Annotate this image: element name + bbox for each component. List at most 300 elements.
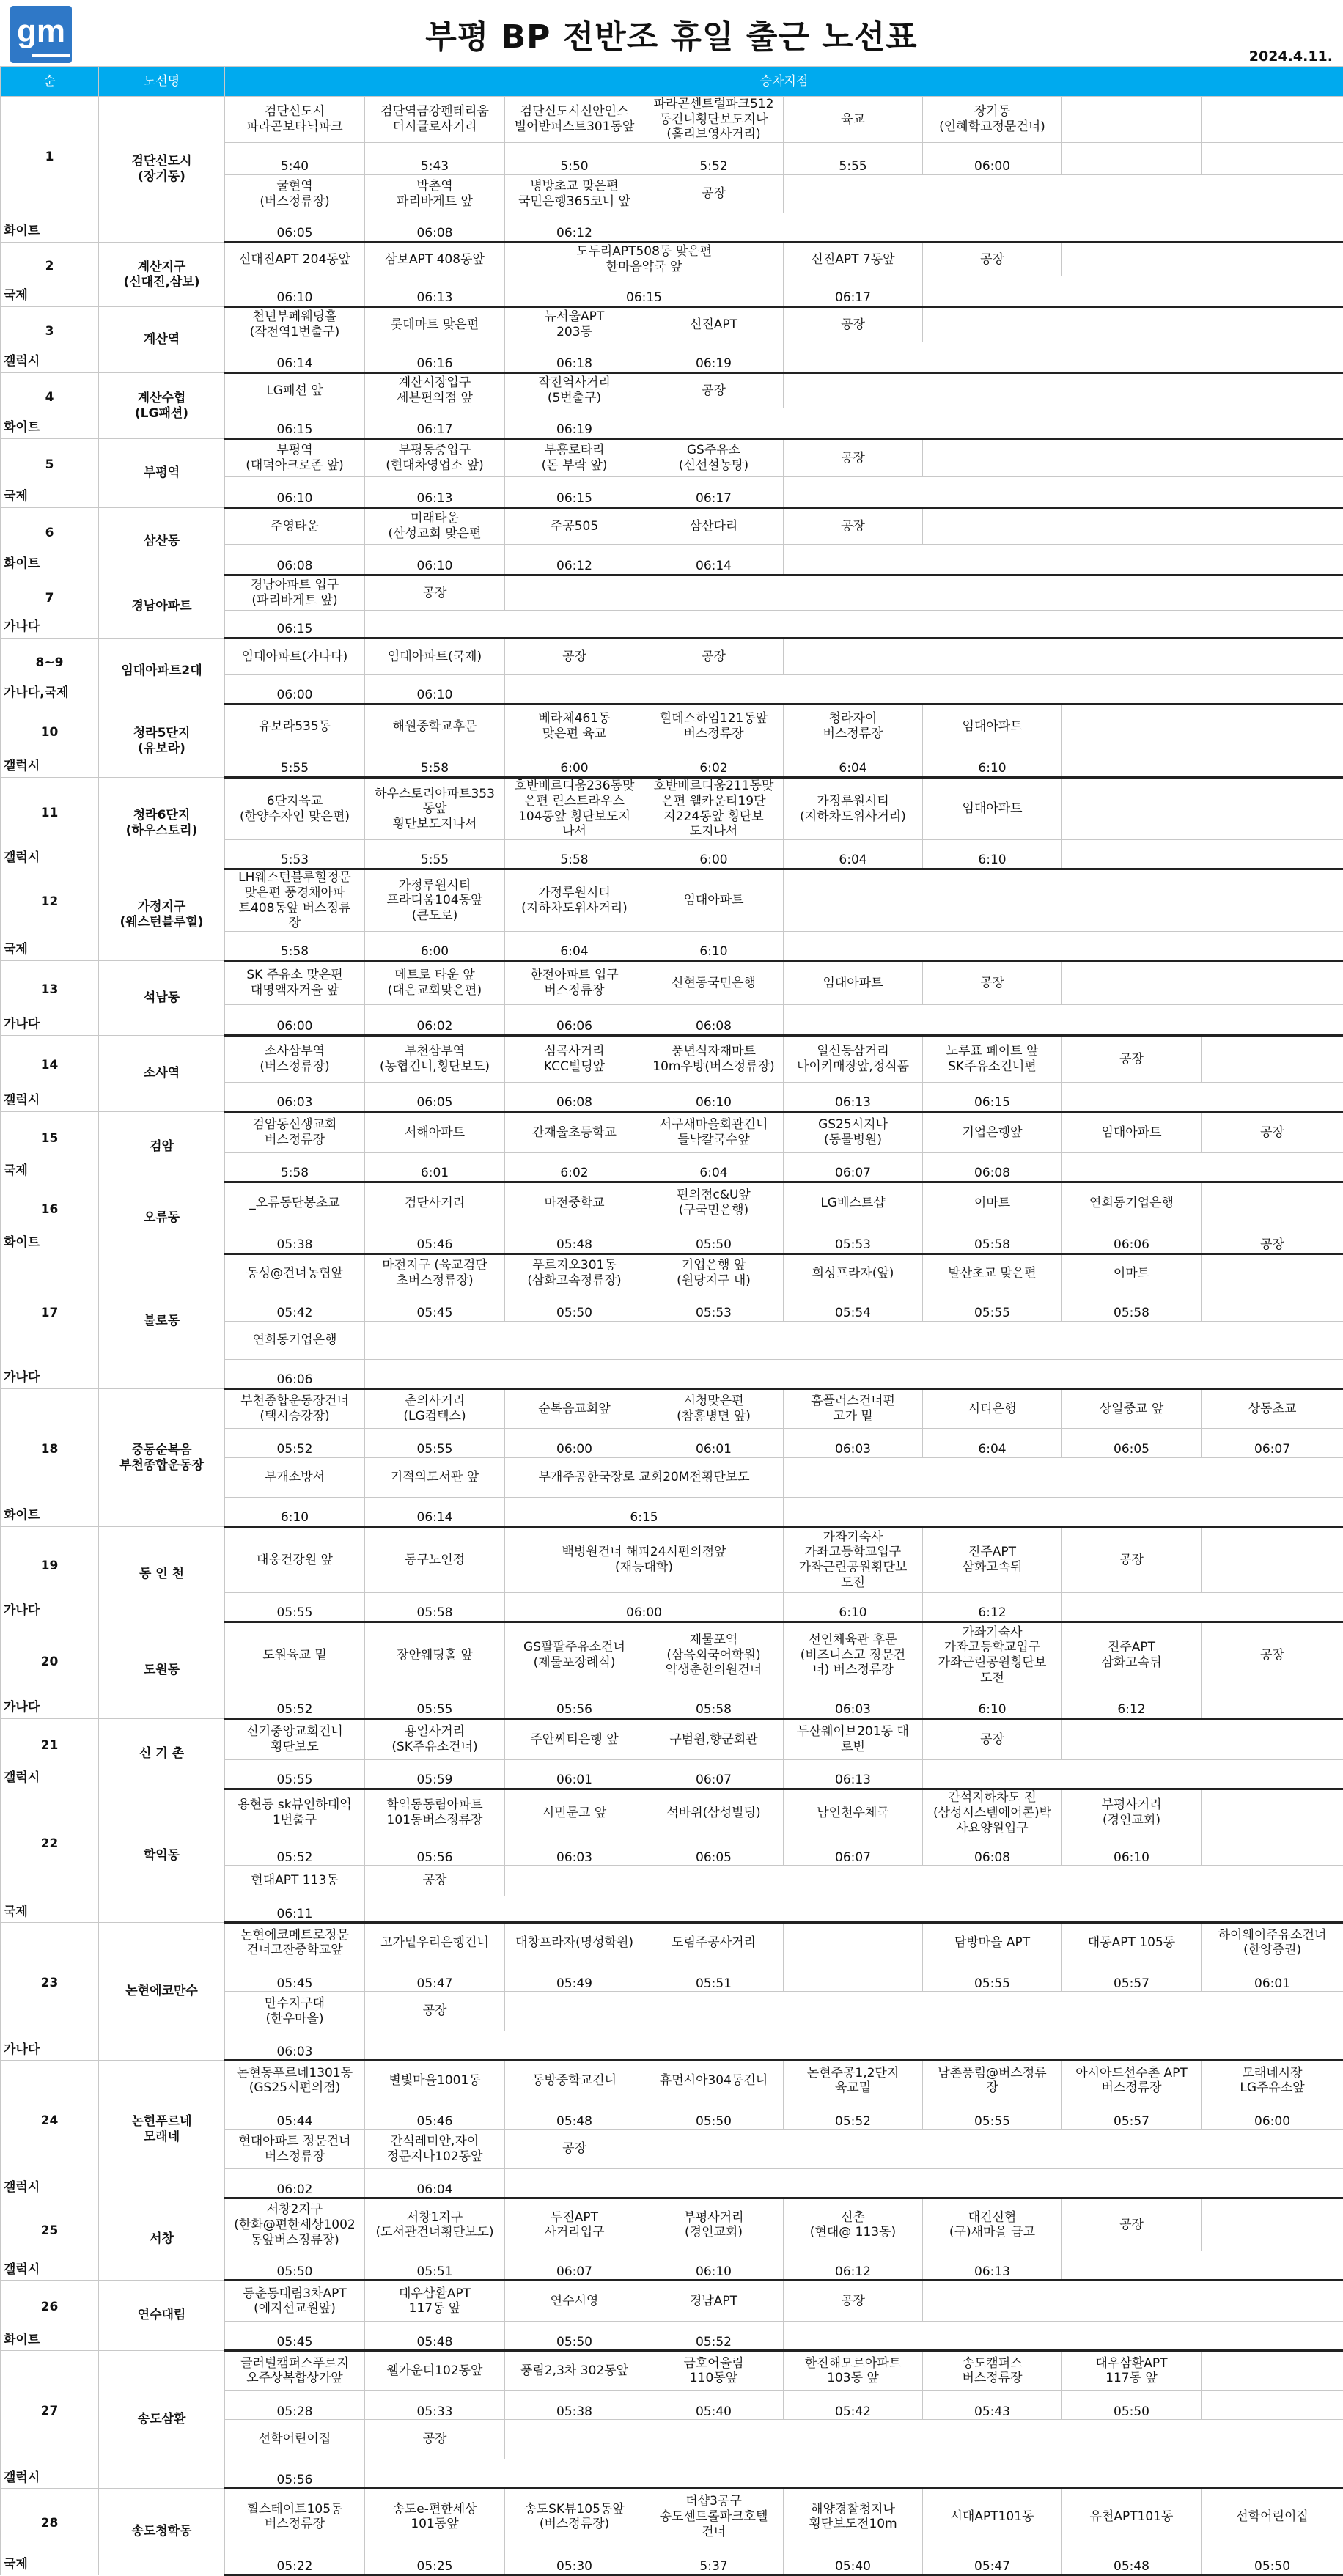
stop-name-cell: 가정루원시티 (지하차도위사거리) (784, 778, 923, 840)
route-number: 18 (1, 1442, 98, 1457)
stop-name-cell (784, 1458, 1343, 1498)
route-number: 17 (1, 1306, 98, 1321)
stop-time-cell: 05:58 (923, 1223, 1062, 1254)
header-seq: 순 (1, 67, 99, 97)
stop-name-cell (1062, 778, 1343, 840)
route-number: 15 (1, 1131, 98, 1147)
route-number: 23 (1, 1976, 98, 1991)
stop-name-cell: 도원육교 밑 (225, 1622, 365, 1688)
route-number: 7 (1, 591, 98, 606)
stop-name-cell: 메트로 타운 앞 (대은교회맞은편) (365, 961, 505, 1005)
stop-name-cell: 대우삼환APT 117동 앞 (1062, 2351, 1202, 2391)
stop-name-cell (1062, 1719, 1343, 1760)
stop-name-cell: 두진APT 사거리입구 (505, 2198, 644, 2251)
stop-name-cell: 마전중학교 (505, 1182, 644, 1223)
stop-time-cell: 05:54 (784, 1292, 923, 1322)
route-name: 경남아파트 (99, 575, 225, 639)
stop-time-cell: 05:42 (784, 2391, 923, 2420)
route-number: 4 (1, 390, 98, 405)
stop-name-cell: 하우스토리아파트353 동앞 횡단보도지나서 (365, 778, 505, 840)
stop-name-cell (365, 1322, 1343, 1360)
stop-name-cell: 대창프라자(명성학원) (505, 1923, 644, 1962)
route-seq-cell (1, 1923, 99, 2061)
stop-name-cell: 해원중학교후문 (365, 704, 505, 748)
stop-time-cell: 06:08 (923, 1836, 1062, 1866)
stop-time-cell: 6:00 (365, 932, 505, 961)
stop-name-cell: 대동APT 105동 (1062, 1923, 1202, 1962)
stop-name-cell: 검단역금강펜테리움 더시글로사거리 (365, 97, 505, 143)
route-number: 8~9 (1, 655, 98, 671)
table-row (1, 2061, 1343, 2100)
stop-name-cell (1202, 1254, 1343, 1292)
table-row (1, 1923, 1343, 1962)
bus-company: 화이트 (4, 420, 40, 435)
stop-time-cell: 05:45 (365, 1292, 505, 1322)
bus-company: 가나다 (4, 1700, 40, 1715)
stop-time-cell: 06:00 (923, 143, 1062, 175)
stop-time-cell: 5:55 (365, 840, 505, 869)
stop-time-cell: 06:15 (505, 477, 644, 508)
stop-name-cell: SK 주유소 맞은편 대명액자거울 앞 (225, 961, 365, 1005)
stop-time-cell: 06:17 (644, 477, 784, 508)
stop-name-cell: 부천삼부역 (농협건너,횡단보도) (365, 1036, 505, 1083)
stop-name-cell: 심곡사거리 KCC빌딩앞 (505, 1036, 644, 1083)
stop-time-cell: 05:40 (784, 2544, 923, 2575)
stop-name-cell: 뉴서울APT 203동 (505, 307, 644, 342)
stop-name-cell: 풍림2,3차 302동앞 (505, 2351, 644, 2391)
stop-time-cell: 05:58 (365, 1593, 505, 1622)
bus-company: 갤럭시 (4, 1770, 40, 1786)
stop-name-cell (784, 175, 1343, 213)
stop-name-cell: 논현에코메트로정문 건너고잔중학교앞 (225, 1923, 365, 1962)
stop-name-cell: 임대아파트 (784, 961, 923, 1005)
stop-time-cell: 5:50 (505, 143, 644, 175)
stop-time-cell (1202, 143, 1343, 175)
stop-time-cell: 05:22 (225, 2544, 365, 2575)
stop-name-cell: 작전역사거리 (5번출구) (505, 373, 644, 408)
stop-name-cell: 임대아파트 (1062, 1112, 1202, 1153)
stop-time-cell: 06:05 (225, 213, 365, 243)
stop-name-cell: 신촌 (현대@ 113동) (784, 2198, 923, 2251)
stop-name-cell: 공장 (644, 373, 784, 408)
stop-time-cell: 6:00 (505, 748, 644, 778)
stop-time-cell: 06:12 (505, 545, 644, 575)
stop-time-cell: 6:04 (784, 840, 923, 869)
stop-time-cell: 05:55 (365, 1688, 505, 1719)
stop-time-cell: 05:28 (225, 2391, 365, 2420)
route-name: 계산역 (99, 307, 225, 373)
stop-time-cell: 05:52 (225, 1688, 365, 1719)
stop-name-cell: 마전지구 (육교검단 초버스정류장) (365, 1254, 505, 1292)
stop-name-cell: 육교 (784, 97, 923, 143)
stop-time-cell: 05:44 (225, 2100, 365, 2130)
stop-time-cell: 06:07 (505, 2251, 644, 2281)
stop-name-cell: 연희동기업은행 (1062, 1182, 1202, 1223)
route-name: 중동순복음 부천종합운동장 (99, 1389, 225, 1527)
stop-name-cell: 힐데스하임121동앞 버스정류장 (644, 704, 784, 748)
route-seq-cell (1, 2061, 99, 2198)
stop-name-cell: 선학어린이집 (225, 2420, 365, 2459)
stop-time-cell: 5:37 (644, 2544, 784, 2575)
stop-time-cell: 05:38 (225, 1223, 365, 1254)
stop-time-cell: 06:04 (365, 2169, 505, 2198)
stop-name-cell: 시티은행 (923, 1389, 1062, 1429)
route-name: 오류동 (99, 1182, 225, 1254)
table-row (1, 778, 1343, 840)
stop-time-cell: 5:58 (225, 932, 365, 961)
stop-time-cell: 6:04 (644, 1153, 784, 1182)
stop-name-cell: 삼보APT 408동앞 (365, 243, 505, 276)
stop-time-cell: 06:07 (1202, 1429, 1343, 1458)
stop-name-cell: 상동초교 (1202, 1389, 1343, 1429)
table-row (1, 1112, 1343, 1153)
stop-time-cell: 06:18 (505, 342, 644, 373)
stop-time-cell: 5:53 (225, 840, 365, 869)
stop-name-cell: 진주APT 삼화고속뒤 (923, 1527, 1062, 1593)
stop-name-cell: 부개주공한국장로 교회20M전횡단보도 (505, 1458, 784, 1498)
stop-name-cell: 신현동국민은행 (644, 961, 784, 1005)
bus-company: 가나다 (4, 1370, 40, 1385)
stop-time-cell (1062, 1593, 1343, 1622)
stop-name-cell: 미래타운 (산성교회 맞은편 (365, 508, 505, 545)
route-name: 송도청학동 (99, 2489, 225, 2575)
route-number: 27 (1, 2404, 98, 2419)
route-name: 신 기 촌 (99, 1719, 225, 1789)
stop-name-cell: 제물포역 (삼육외국어학원) 약생춘한의원건너 (644, 1622, 784, 1688)
stop-name-cell: 공장 (923, 1719, 1062, 1760)
stop-name-cell: 희성프라자(앞) (784, 1254, 923, 1292)
stop-name-cell: 롯데마트 맞은편 (365, 307, 505, 342)
stop-name-cell (784, 639, 1343, 675)
stop-name-cell: 웰카운티102동앞 (365, 2351, 505, 2391)
stop-time-cell: 5:58 (225, 1153, 365, 1182)
stop-name-cell: 공장 (1202, 1112, 1343, 1153)
bus-company: 화이트 (4, 1235, 40, 1251)
stop-name-cell: _오류동단봉초교 (225, 1182, 365, 1223)
stop-time-cell: 6:02 (644, 748, 784, 778)
stop-name-cell (505, 1992, 1343, 2031)
stop-name-cell: GS주유소 (신선설농탕) (644, 439, 784, 477)
table-row (1, 373, 1343, 408)
stop-name-cell (923, 307, 1343, 342)
stop-name-cell (1062, 243, 1343, 276)
stop-time-cell (784, 342, 1343, 373)
stop-name-cell: 경남아파트 입구 (파리바게트 앞) (225, 575, 365, 611)
stop-time-cell: 06:05 (365, 1083, 505, 1112)
stop-name-cell: 더샵3공구 송도센트롤파크호텔 건너 (644, 2489, 784, 2544)
stop-name-cell: 공장 (1062, 1527, 1202, 1593)
stop-name-cell: 금호어울림 110동앞 (644, 2351, 784, 2391)
stop-time-cell: 6:10 (784, 1593, 923, 1622)
bus-company: 갤럭시 (4, 2470, 40, 2486)
stop-time-cell: 05:52 (225, 1429, 365, 1458)
stop-time-cell: 06:10 (225, 276, 365, 307)
stop-name-cell: 계산시장입구 세븐편의점 앞 (365, 373, 505, 408)
stop-name-cell: 공장 (1202, 1622, 1343, 1688)
stop-name-cell: 용현동 sk뷰인하대역 1번출구 (225, 1789, 365, 1836)
route-number: 26 (1, 2300, 98, 2315)
stop-name-cell: 춘의사거리 (LG컴텍스) (365, 1389, 505, 1429)
stop-name-cell: 별빛마을1001동 (365, 2061, 505, 2100)
table-row (1, 1036, 1343, 1083)
stop-name-cell (505, 575, 1343, 611)
stop-name-cell (505, 1866, 1343, 1896)
route-name: 학익동 (99, 1789, 225, 1923)
stop-time-cell: 06:00 (225, 1005, 365, 1036)
stop-time-cell: 05:45 (225, 1962, 365, 1992)
stop-name-cell: 검단사거리 (365, 1182, 505, 1223)
stop-time-cell: 6:04 (784, 748, 923, 778)
route-name: 삼산동 (99, 508, 225, 575)
stop-time-cell: 05:50 (505, 2322, 644, 2351)
bus-company: 갤럭시 (4, 354, 40, 369)
stop-time-cell (923, 276, 1343, 307)
route-seq-cell (1, 1527, 99, 1622)
stop-time-cell: 05:50 (225, 2251, 365, 2281)
stop-time-cell (1062, 2251, 1343, 2281)
stop-name-cell: 고가밑우리은행건너 (365, 1923, 505, 1962)
stop-name-cell: 모래네시장 LG주유소앞 (1202, 2061, 1343, 2100)
stop-time-cell: 6:12 (1062, 1688, 1202, 1719)
stop-name-cell: 동성@건너농협앞 (225, 1254, 365, 1292)
stop-time-cell: 06:08 (923, 1153, 1062, 1182)
stop-name-cell: 이마트 (923, 1182, 1062, 1223)
route-name: 청라5단지 (유보라) (99, 704, 225, 778)
table-row (1, 1719, 1343, 1760)
route-name: 검암 (99, 1112, 225, 1182)
stop-name-cell: 논현주공1,2단지 육교밑 (784, 2061, 923, 2100)
stop-time-cell: 06:12 (784, 2251, 923, 2281)
stop-time-cell: 06:16 (365, 342, 505, 373)
stop-name-cell: 선인체육관 후문 (비즈니스고 정문건 너) 버스정류장 (784, 1622, 923, 1688)
stop-name-cell (784, 373, 1343, 408)
stop-name-cell: 대건신협 (구)새마을 금고 (923, 2198, 1062, 2251)
route-seq-cell (1, 1036, 99, 1112)
stop-name-cell: 용일사거리 (SK주유소건너) (365, 1719, 505, 1760)
stop-name-cell: 박촌역 파리바게트 앞 (365, 175, 505, 213)
stop-name-cell: 임대아파트(국제) (365, 639, 505, 675)
stop-name-cell (505, 2420, 1343, 2459)
stop-name-cell: 호반베르디움211동맞 은편 웰카운티19단 지224동앞 횡단보 도지나서 (644, 778, 784, 840)
stop-time-cell (1202, 2391, 1343, 2420)
stop-name-cell: 공장 (784, 307, 923, 342)
stop-time-cell (1062, 1083, 1343, 1112)
bus-company: 화이트 (4, 224, 40, 239)
bus-company: 갤럭시 (4, 1093, 40, 1108)
stop-time-cell: 06:08 (644, 1005, 784, 1036)
stop-time-cell: 06:00 (225, 675, 365, 704)
route-number: 21 (1, 1738, 98, 1753)
stop-name-cell: 공장 (365, 1866, 505, 1896)
stop-time-cell: 06:13 (923, 2251, 1062, 2281)
stop-time-cell (784, 1498, 1343, 1527)
stop-name-cell: LG베스트샵 (784, 1182, 923, 1223)
stop-name-cell: 남인천우체국 (784, 1789, 923, 1836)
stop-name-cell: 장기동 (인혜학교정문건너) (923, 97, 1062, 143)
route-number: 11 (1, 806, 98, 821)
stop-name-cell: 일신동삼거리 나이키매장앞,정식품 (784, 1036, 923, 1083)
stop-time-cell: 06:08 (365, 213, 505, 243)
stop-time-cell: 06:19 (505, 408, 644, 439)
stop-time-cell: 05:47 (923, 2544, 1062, 2575)
stop-name-cell: 검암동신생교회 버스정류장 (225, 1112, 365, 1153)
route-name: 석남동 (99, 961, 225, 1036)
stop-name-cell: 6단지육교 (한양수자인 맞은편) (225, 778, 365, 840)
table-row (1, 1182, 1343, 1223)
stop-time-cell: 05:53 (784, 1223, 923, 1254)
table-row (1, 1254, 1343, 1292)
stop-name-cell: 기업은행 앞 (원당지구 내) (644, 1254, 784, 1292)
stop-name-cell: 대웅건강원 앞 (225, 1527, 365, 1593)
stop-name-cell: 공장 (365, 1992, 505, 2031)
route-number: 28 (1, 2516, 98, 2531)
stop-name-cell (644, 2130, 1343, 2169)
stop-name-cell: 학익동동림아파트 101동버스정류장 (365, 1789, 505, 1836)
stop-name-cell: 담방마을 APT (923, 1923, 1062, 1962)
stop-time-cell: 06:10 (365, 675, 505, 704)
stop-name-cell: 간재울초등학교 (505, 1112, 644, 1153)
stop-name-cell: 경남APT (644, 2281, 784, 2322)
bus-company: 국제 (4, 942, 28, 957)
stop-time-cell: 05:56 (225, 2459, 365, 2489)
bus-company: 갤럭시 (4, 2180, 40, 2196)
stop-time-cell: 06:08 (225, 545, 365, 575)
stop-name-cell: GS팔팔주유소건너 (제물포장례식) (505, 1622, 644, 1688)
stop-time-cell (784, 2322, 1343, 2351)
stop-time-cell: 05:57 (1062, 1962, 1202, 1992)
table-header-row (1, 67, 1343, 97)
stop-time-cell: 06:02 (365, 1005, 505, 1036)
stop-name-cell: 진주APT 삼화고속뒤 (1062, 1622, 1202, 1688)
stop-time-cell: 05:50 (1202, 2544, 1343, 2575)
route-name: 청라6단지 (하우스토리) (99, 778, 225, 869)
stop-time-cell: 05:40 (644, 2391, 784, 2420)
route-seq-cell (1, 704, 99, 778)
stop-time-cell: 06:05 (644, 1836, 784, 1866)
stop-time-cell: 5:55 (784, 143, 923, 175)
stop-name-cell: 청라자이 버스정류장 (784, 704, 923, 748)
stop-time-cell: 05:59 (365, 1760, 505, 1789)
stop-time-cell: 05:58 (1062, 1292, 1202, 1322)
stop-name-cell: 공장 (1062, 2198, 1202, 2251)
stop-time-cell: 6:04 (923, 1429, 1062, 1458)
stop-name-cell: 공장 (644, 639, 784, 675)
stop-name-cell: 간석지하차도 전 (삼성시스템에어콘)박 사요양원입구 (923, 1789, 1062, 1836)
stop-name-cell (1202, 2351, 1343, 2391)
route-seq-cell (1, 961, 99, 1036)
stop-time-cell: 05:38 (505, 2391, 644, 2420)
stop-name-cell (1062, 961, 1343, 1005)
stop-time-cell: 5:43 (365, 143, 505, 175)
stop-time-cell: 05:25 (365, 2544, 505, 2575)
stop-time-cell: 06:15 (505, 276, 784, 307)
route-seq-cell (1, 778, 99, 869)
stop-name-cell: LG패션 앞 (225, 373, 365, 408)
stop-time-cell: 05:49 (505, 1962, 644, 1992)
route-seq-cell (1, 1254, 99, 1389)
stop-time-cell (1202, 1292, 1343, 1322)
stop-name-cell: 동구노인정 (365, 1527, 505, 1593)
stop-name-cell: 소사삼부역 (버스정류장) (225, 1036, 365, 1083)
stop-time-cell: 05:51 (644, 1962, 784, 1992)
stop-name-cell: 베라체461동 맞은편 육교 (505, 704, 644, 748)
stop-time-cell (923, 1760, 1343, 1789)
route-seq-cell (1, 869, 99, 961)
stop-time-cell: 05:48 (1062, 2544, 1202, 2575)
bus-company: 국제 (4, 2557, 28, 2572)
stop-name-cell (923, 2281, 1343, 2322)
stop-time-cell (784, 1962, 923, 1992)
stop-name-cell: GS25시지나 (동물병원) (784, 1112, 923, 1153)
route-name: 계산지구 (신대진,삼보) (99, 243, 225, 307)
route-number: 22 (1, 1836, 98, 1852)
stop-name-cell: 병방초교 맞은편 국민은행365코너 앞 (505, 175, 644, 213)
stop-name-cell: 기업은행앞 (923, 1112, 1062, 1153)
route-number: 10 (1, 725, 98, 740)
stop-time-cell: 05:50 (644, 1223, 784, 1254)
bus-company: 가나다 (4, 1017, 40, 1032)
stop-time-cell: 05:52 (644, 2322, 784, 2351)
route-name: 소사역 (99, 1036, 225, 1112)
stop-time-cell (1062, 1153, 1343, 1182)
stop-name-cell (923, 439, 1343, 477)
document-date: 2024.4.11. (1249, 48, 1333, 65)
table-row (1, 961, 1343, 1005)
route-seq-cell (1, 2489, 99, 2575)
stop-name-cell: 공장 (923, 961, 1062, 1005)
stop-time-cell: 06:00 (1202, 2100, 1343, 2130)
table-row (1, 307, 1343, 342)
route-number: 19 (1, 1559, 98, 1574)
stop-name-cell: 백병원건너 해피24시편의점앞 (재능대학) (505, 1527, 784, 1593)
route-seq-cell (1, 373, 99, 439)
stop-name-cell: 구범원,향군회관 (644, 1719, 784, 1760)
stop-time-cell (365, 1896, 1343, 1923)
stop-name-cell: 한진해모르아파트 103동 앞 (784, 2351, 923, 2391)
table-row (1, 508, 1343, 545)
stop-name-cell: 서창2지구 (한화@편한세상1002 동앞버스정류장) (225, 2198, 365, 2251)
document-header (0, 0, 1343, 66)
route-name: 연수대림 (99, 2281, 225, 2351)
stop-time-cell: 05:50 (1062, 2391, 1202, 2420)
route-seq-cell (1, 575, 99, 639)
stop-time-cell: 6:10 (225, 1498, 365, 1527)
route-number: 6 (1, 526, 98, 541)
stop-time-cell: 05:50 (505, 1292, 644, 1322)
stop-name-cell: 동춘동대림3차APT (예지선교원앞) (225, 2281, 365, 2322)
stop-name-cell: 시민문고 앞 (505, 1789, 644, 1836)
stop-time-cell: 06:07 (784, 1836, 923, 1866)
stop-name-cell: 선학어린이집 (1202, 2489, 1343, 2544)
stop-name-cell (1202, 1036, 1343, 1083)
stop-name-cell: 부평사거리 (경인교회) (1062, 1789, 1202, 1836)
stop-time-cell: 06:00 (505, 1429, 644, 1458)
stop-time-cell: 05:46 (365, 2100, 505, 2130)
stop-name-cell: 임대아파트(가나다) (225, 639, 365, 675)
stop-time-cell: 6:10 (923, 1688, 1062, 1719)
route-number: 25 (1, 2223, 98, 2239)
stop-name-cell: 공장 (365, 2420, 505, 2459)
route-seq-cell (1, 1622, 99, 1719)
route-name: 논현에코만수 (99, 1923, 225, 2061)
stop-time-cell: 05:50 (644, 2100, 784, 2130)
stop-name-cell: 공장 (784, 439, 923, 477)
stop-time-cell: 05:52 (784, 2100, 923, 2130)
stop-name-cell (1202, 97, 1343, 143)
table-row (1, 439, 1343, 477)
stop-time-cell: 06:17 (365, 408, 505, 439)
stop-time-cell (784, 477, 1343, 508)
